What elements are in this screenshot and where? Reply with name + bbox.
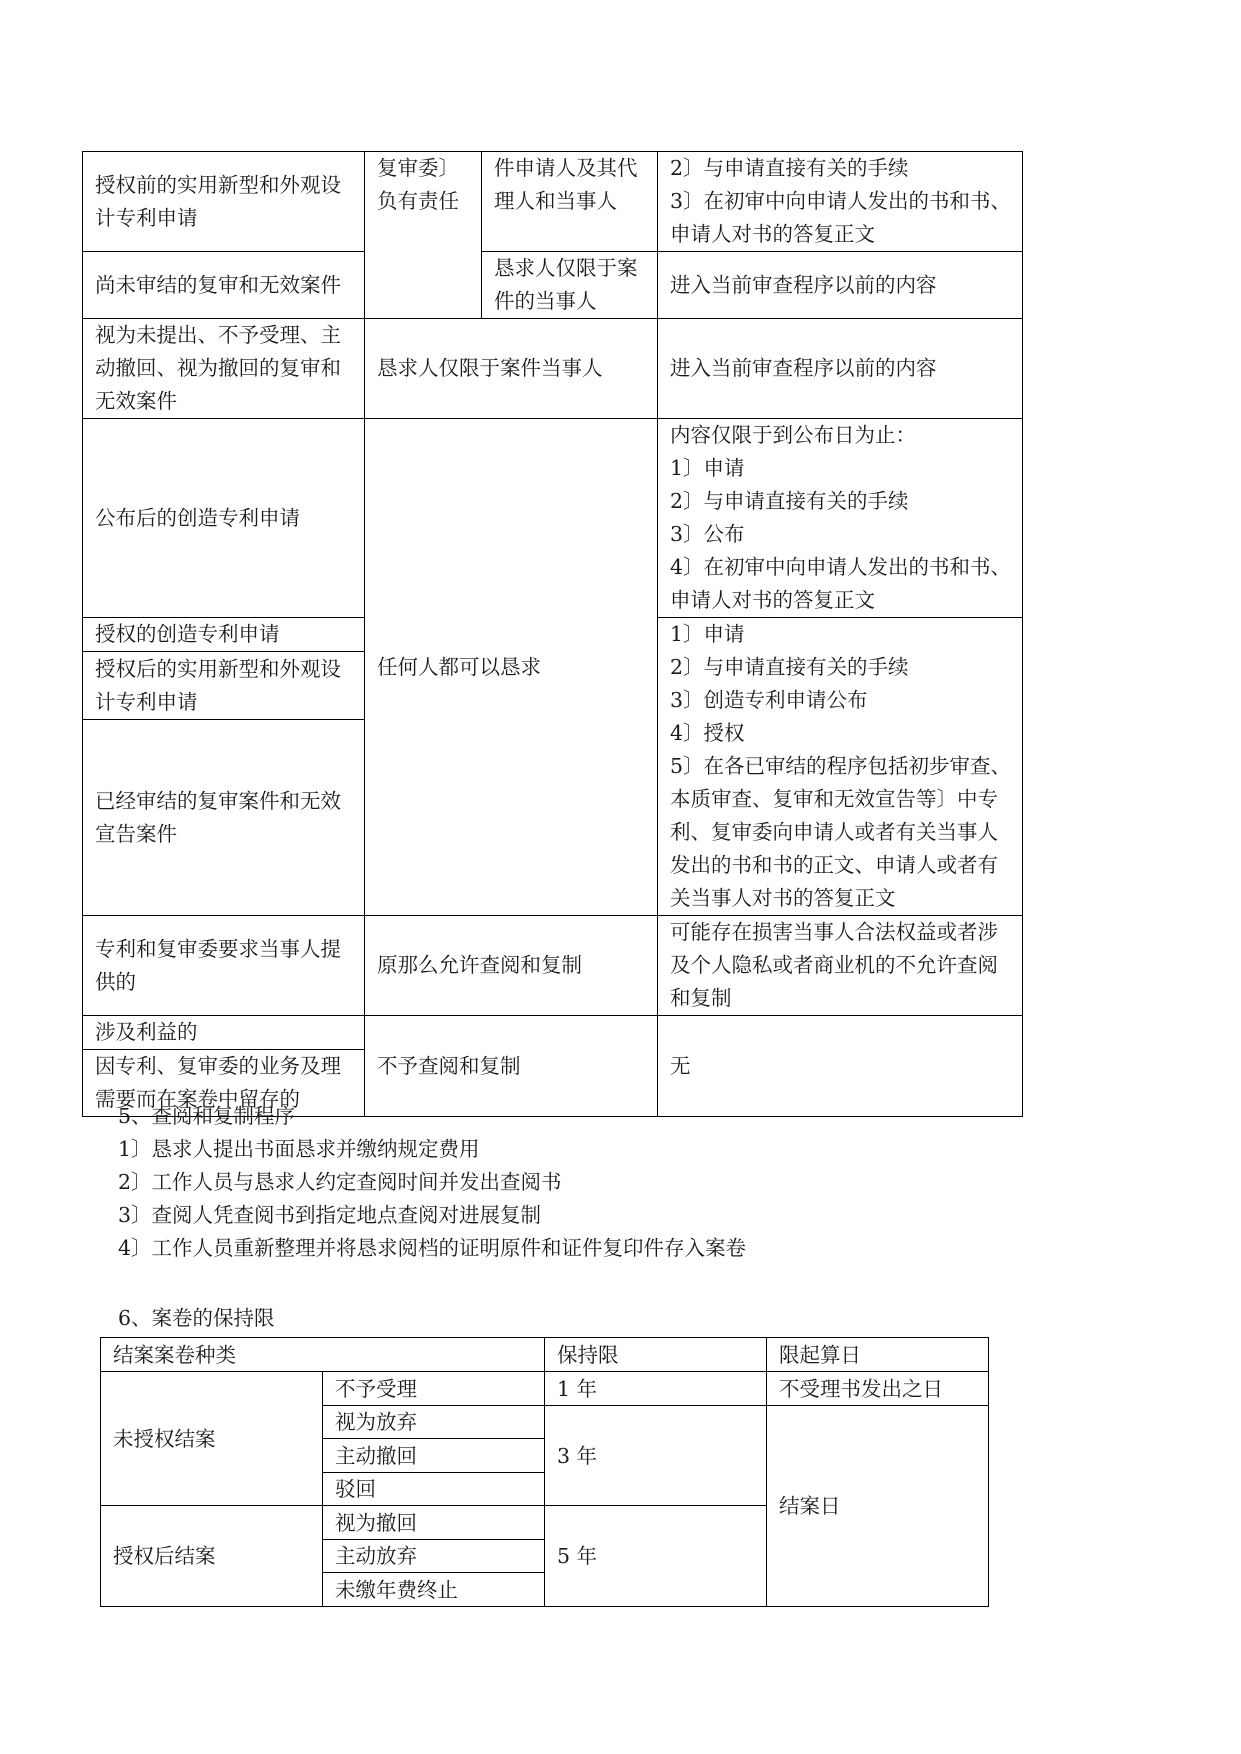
period-3-year: 3 年 — [545, 1406, 767, 1506]
cell-file: 专利和复审委要求当事人提供的 — [83, 916, 365, 1016]
cell-requester: 原那么允许查阅和复制 — [365, 916, 658, 1016]
start-date: 结案日 — [767, 1406, 989, 1607]
content-line: 1〕申请 — [670, 456, 745, 480]
header-start: 限起算日 — [767, 1338, 989, 1372]
cell-file: 授权后的实用新型和外观设计专利申请 — [83, 652, 365, 720]
header-category: 结案案卷种类 — [101, 1338, 545, 1372]
content-line: 2〕与申请直接有关的手续 — [670, 156, 909, 180]
cell-content — [658, 419, 1023, 618]
cell-file: 因专利、复审委的业务及理需要而在案卷中留存的 — [83, 1050, 365, 1117]
file-access-table — [82, 151, 1023, 1117]
cell-requester: 任何人都可以恳求 — [365, 419, 658, 916]
cell-content — [658, 152, 1023, 252]
case-type: 视为撤回 — [323, 1506, 545, 1540]
case-type: 主动撤回 — [323, 1439, 545, 1473]
cell-file: 尚未审结的复审和无效案件 — [83, 252, 365, 319]
cell-requester: 恳求人仅限于案件的当事人 — [482, 252, 658, 319]
case-type: 主动放弃 — [323, 1540, 545, 1573]
cell-authority: 复审委〕负有责任 — [365, 152, 482, 319]
cell-content: 无 — [658, 1016, 1023, 1117]
cell-content: 可能存在损害当事人合法权益或者涉及个人隐私或者商业机的不允许查阅和复制 — [658, 916, 1023, 1016]
content-line: 3〕创造专利申请公布 — [670, 688, 868, 712]
cell-file: 授权前的实用新型和外观设计专利申请 — [83, 152, 365, 252]
cell-content: 进入当前审查程序以前的内容 — [658, 252, 1023, 319]
start-date: 不受理书发出之日 — [767, 1372, 989, 1406]
section-6-title: 6、案卷的保持限 — [118, 1306, 275, 1330]
cell-file: 授权的创造专利申请 — [83, 618, 365, 652]
content-line: 2〕与申请直接有关的手续 — [670, 489, 909, 513]
content-line: 4〕在初审中向申请人发出的书和书、申请人对书的答复正文 — [670, 555, 1012, 612]
content-line: 3〕公布 — [670, 522, 745, 546]
cell-content: 进入当前审查程序以前的内容 — [658, 319, 1023, 419]
procedure-step: 3〕查阅人凭查阅书到指定地点查阅对进展复制 — [118, 1203, 542, 1227]
procedure-step: 1〕恳求人提出书面恳求并缴纳规定费用 — [118, 1137, 480, 1161]
content-line: 4〕授权 — [670, 721, 745, 745]
cell-file: 涉及利益的 — [83, 1016, 365, 1050]
period-5-year: 5 年 — [545, 1506, 767, 1607]
header-period: 保持限 — [545, 1338, 767, 1372]
cell-requester: 恳求人仅限于案件当事人 — [365, 319, 658, 419]
section-5-title: 5、查阅和复制程序 — [118, 1104, 296, 1128]
content-line: 2〕与申请直接有关的手续 — [670, 655, 909, 679]
content-line: 1〕申请 — [670, 622, 745, 646]
group-unauthorized: 未授权结案 — [101, 1372, 323, 1506]
content-line: 5〕在各已审结的程序包括初步审查、本质审查、复审和无效宣告等〕中专利、复审委向申请人或者有关当事人发出的书和书的正文、申请人或者有关当事人对书的答复正文 — [670, 754, 1012, 910]
retention-table — [100, 1337, 989, 1607]
cell-requester: 件申请人及其代理人和当事人 — [482, 152, 658, 252]
cell-file: 已经审结的复审案件和无效宣告案件 — [83, 720, 365, 916]
case-type: 驳回 — [323, 1473, 545, 1506]
case-type: 视为放弃 — [323, 1406, 545, 1439]
procedure-step: 2〕工作人员与恳求人约定查阅时间并发出查阅书 — [118, 1170, 562, 1194]
cell-content — [658, 618, 1023, 916]
cell-file: 公布后的创造专利申请 — [83, 419, 365, 618]
period-1-year: 1 年 — [545, 1372, 767, 1406]
cell-file: 视为未提出、不予受理、主动撤回、视为撤回的复审和无效案件 — [83, 319, 365, 419]
case-type: 未缴年费终止 — [323, 1573, 545, 1607]
content-line: 内容仅限于到公布日为止： — [670, 423, 916, 447]
group-authorized: 授权后结案 — [101, 1506, 323, 1607]
content-line: 3〕在初审中向申请人发出的书和书、申请人对书的答复正文 — [670, 189, 1012, 246]
case-type: 不予受理 — [323, 1372, 545, 1406]
cell-requester: 不予查阅和复制 — [365, 1016, 658, 1117]
procedure-step: 4〕工作人员重新整理并将恳求阅档的证明原件和证件复印件存入案卷 — [118, 1236, 747, 1260]
